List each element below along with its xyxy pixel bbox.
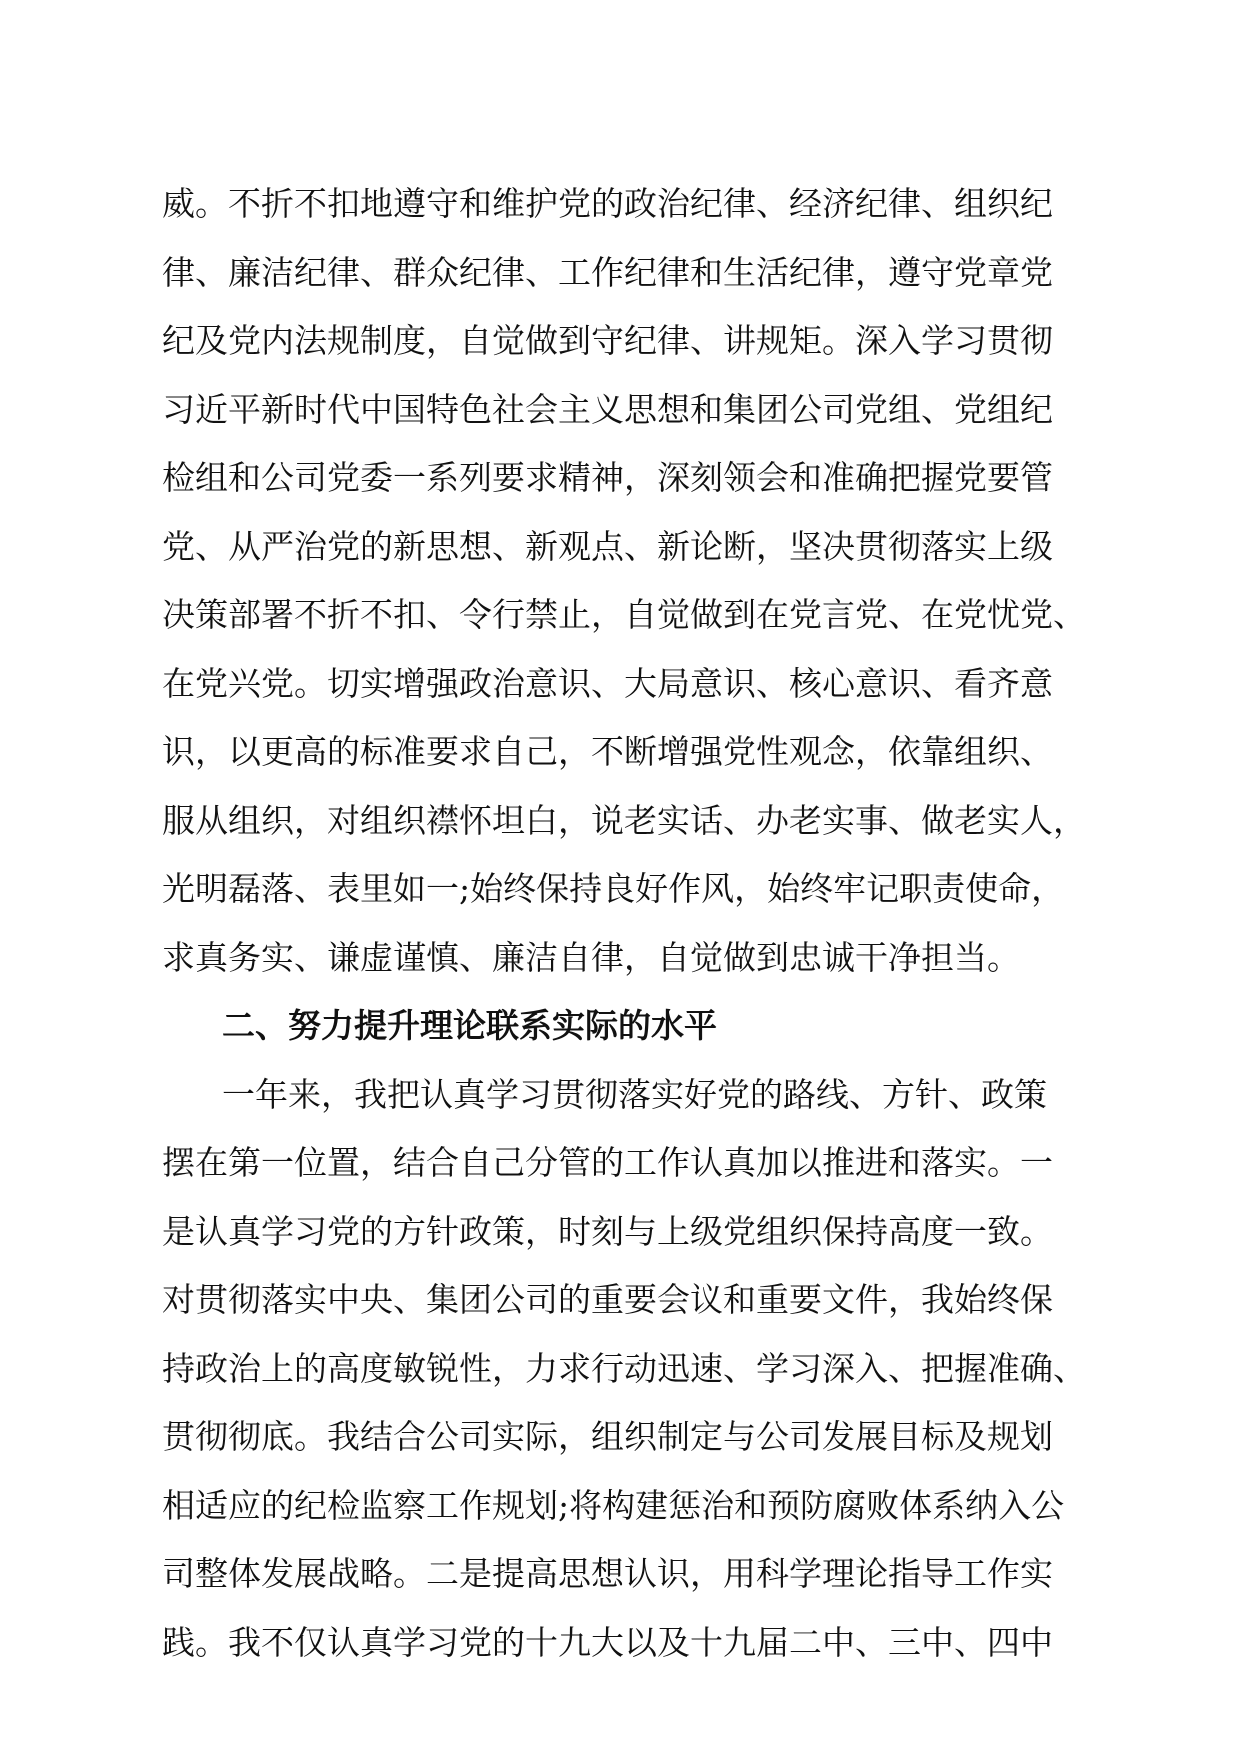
text-line: 在党兴党。切实增强政治意识、大局意识、核心意识、看齐意 — [162, 663, 1053, 703]
text-line: 党、从严治党的新思想、新观点、新论断，坚决贯彻落实上级 — [162, 526, 1053, 566]
text-line: 纪及党内法规制度，自觉做到守纪律、讲规矩。深入学习贯彻 — [162, 321, 1053, 360]
text-line: 持政治上的高度敏锐性，力求行动迅速、学习深入、把握准确、 — [162, 1348, 1086, 1388]
section-heading: 二、努力提升理论联系实际的水平 — [222, 1006, 717, 1045]
text-line: 相适应的纪检监察工作规划;将构建惩治和预防腐败体系纳入公 — [162, 1485, 1065, 1525]
text-line: 律、廉洁纪律、群众纪律、工作纪律和生活纪律，遵守党章党 — [162, 252, 1053, 292]
text-line: 贯彻彻底。我结合公司实际，组织制定与公司发展目标及规划 — [162, 1417, 1053, 1456]
text-line: 是认真学习党的方针政策，时刻与上级党组织保持高度一致。 — [162, 1211, 1053, 1251]
text-line: 对贯彻落实中央、集团公司的重要会议和重要文件，我始终保 — [162, 1280, 1053, 1319]
text-line: 威。不折不扣地遵守和维护党的政治纪律、经济纪律、组织纪 — [162, 184, 1053, 223]
document-body — [162, 170, 1122, 1677]
text-line: 求真务实、谦虚谨慎、廉洁自律，自觉做到忠诚干净担当。 — [162, 937, 1020, 977]
text-line: 摆在第一位置，结合自己分管的工作认真加以推进和落实。一 — [162, 1143, 1053, 1182]
text-line: 服从组织，对组织襟怀坦白，说老实话、办老实事、做老实人， — [162, 800, 1086, 840]
text-line: 检组和公司党委一系列要求精神，深刻领会和准确把握党要管 — [162, 458, 1053, 497]
text-line: 司整体发展战略。二是提高思想认识，用科学理论指导工作实 — [162, 1554, 1053, 1593]
text-line: 决策部署不折不扣、令行禁止，自觉做到在党言党、在党忧党、 — [162, 595, 1086, 634]
text-line: 习近平新时代中国特色社会主义思想和集团公司党组、党组纪 — [162, 389, 1053, 429]
text-line: 光明磊落、表里如一;始终保持良好作风，始终牢记职责使命， — [162, 869, 1065, 908]
text-line: 践。我不仅认真学习党的十九大以及十九届二中、三中、四中 — [162, 1622, 1053, 1662]
text-line: 一年来，我把认真学习贯彻落实好党的路线、方针、政策 — [222, 1074, 1047, 1114]
text-line: 识，以更高的标准要求自己，不断增强党性观念，依靠组织、 — [162, 732, 1053, 771]
